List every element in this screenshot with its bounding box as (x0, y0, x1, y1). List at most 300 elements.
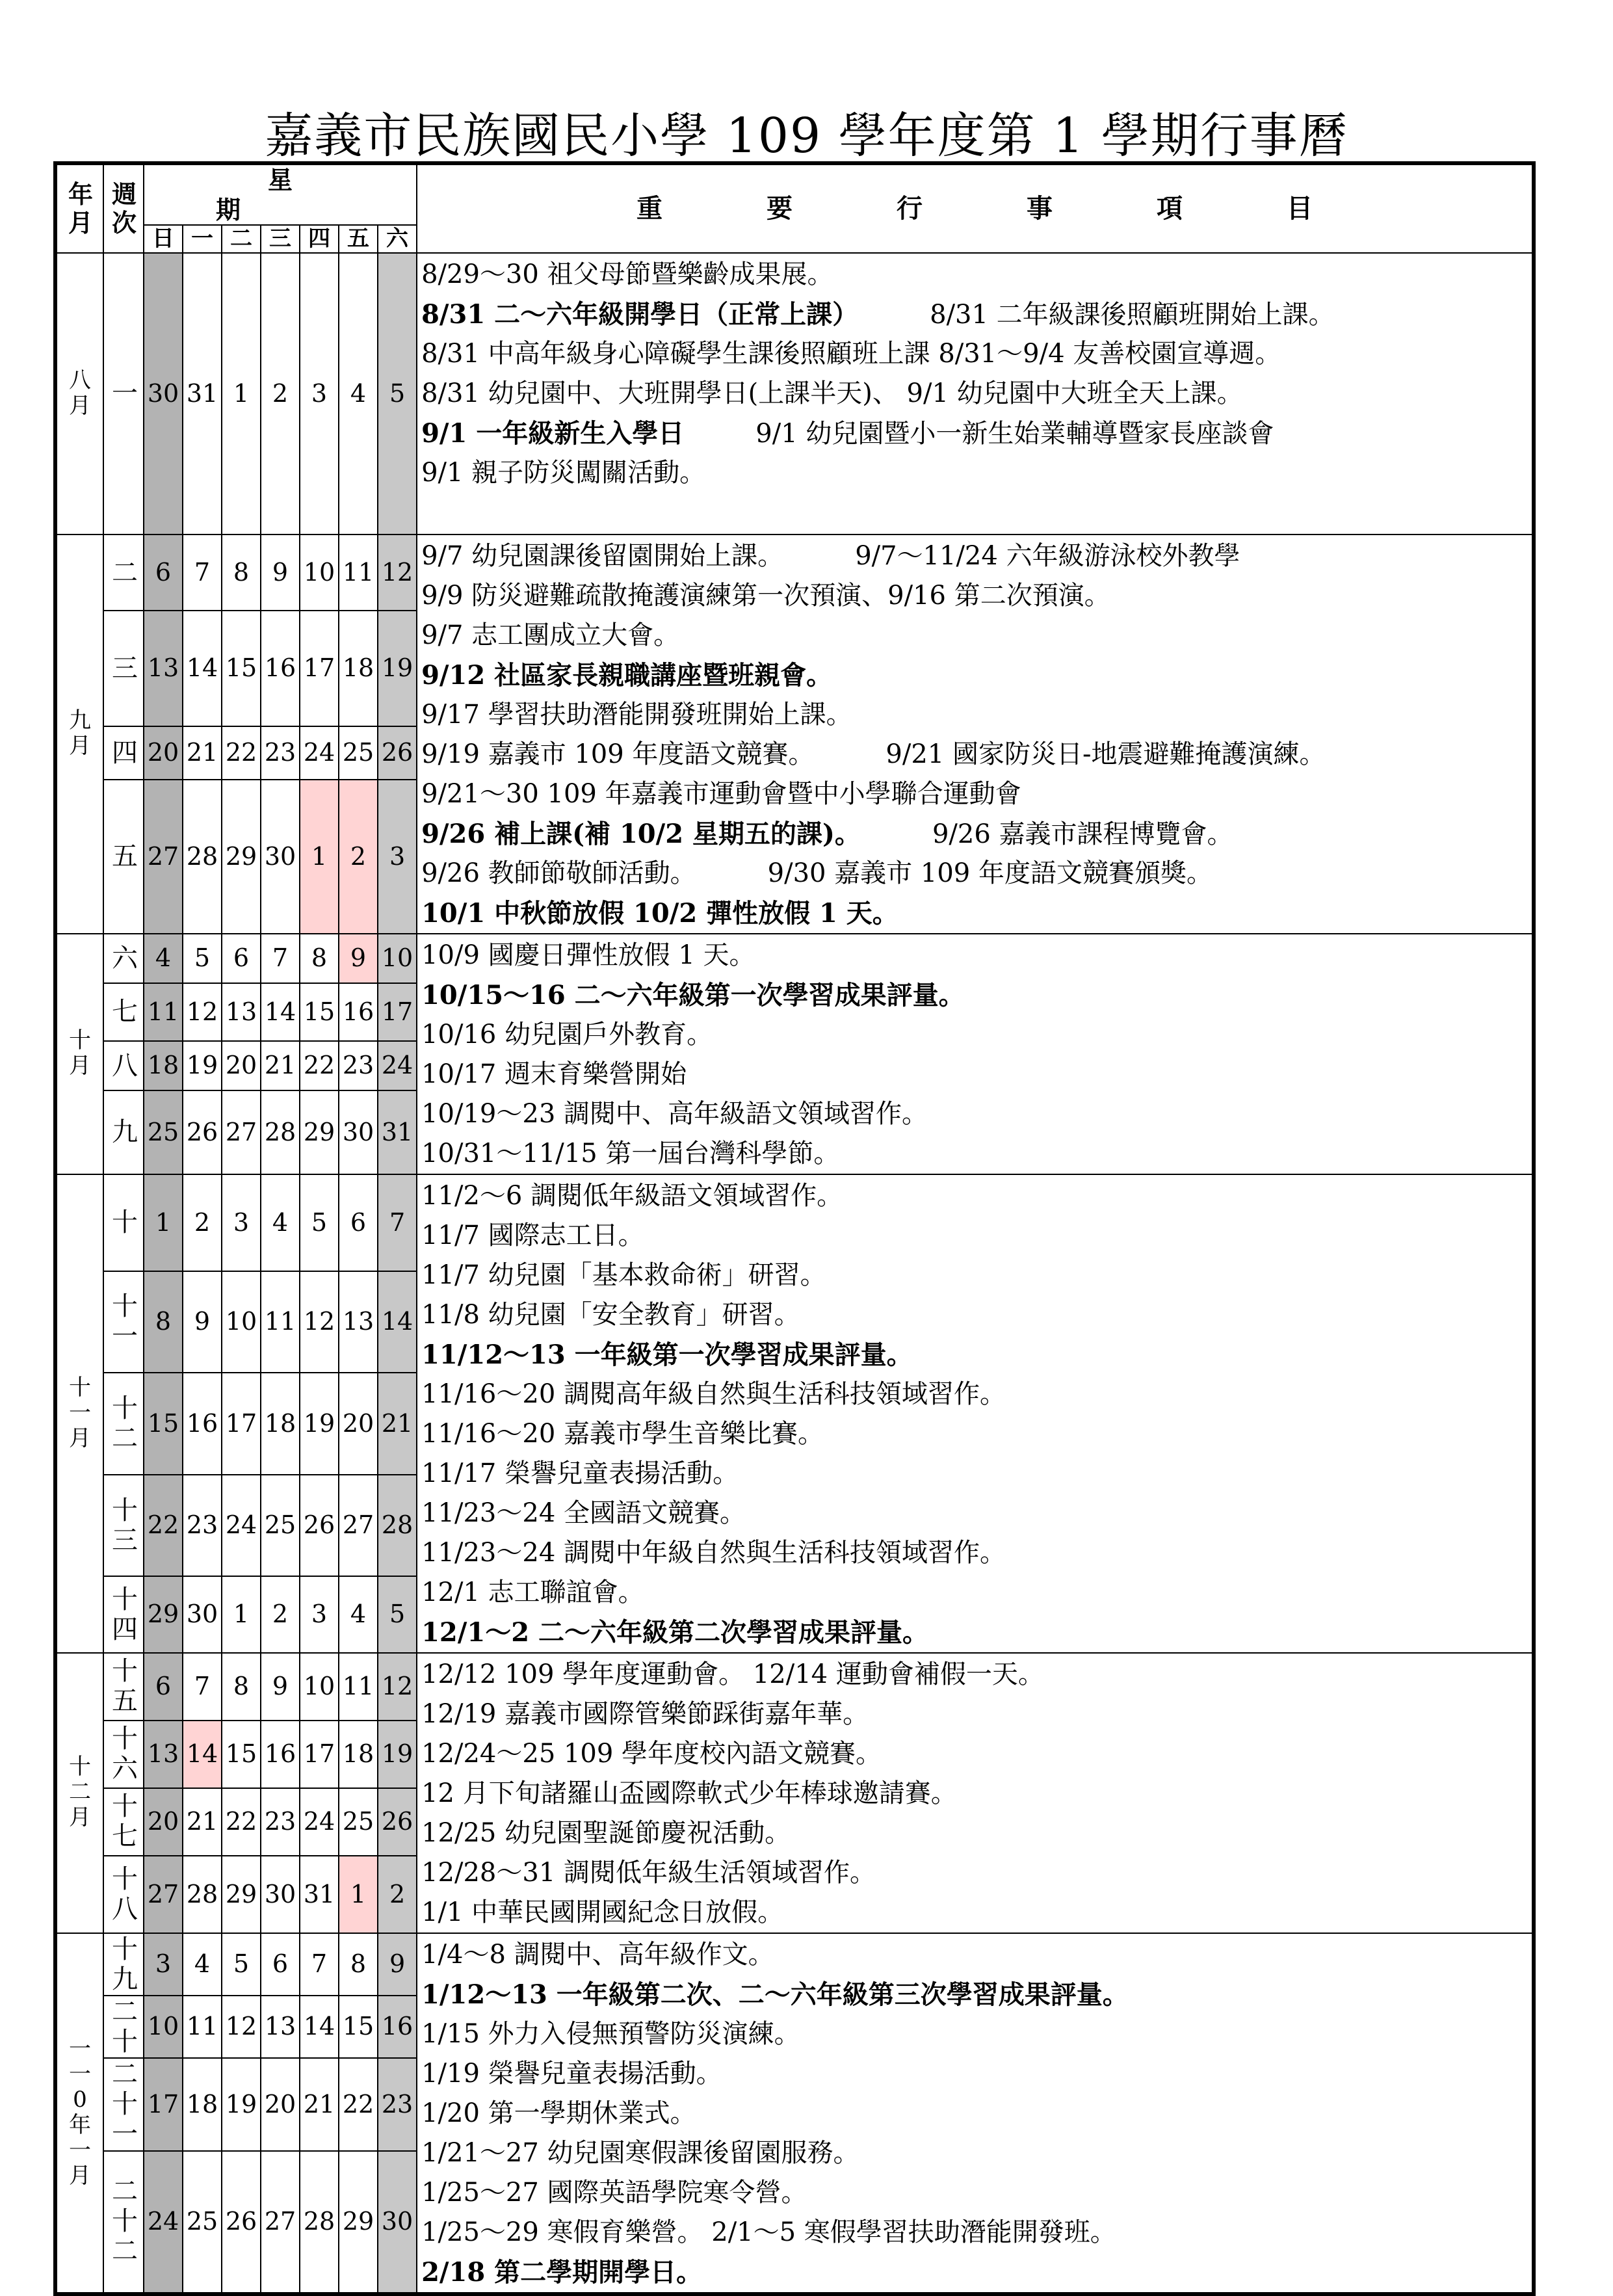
day-cell: 9 (183, 1271, 222, 1373)
day-cell: 14 (378, 1271, 417, 1373)
event-line (421, 1414, 1532, 1454)
week-number-cell (103, 1373, 144, 1475)
day-cell: 21 (261, 1041, 300, 1090)
month-label: 九月 (69, 707, 91, 759)
day-cell: 1 (222, 253, 261, 534)
day-cell: 23 (339, 1041, 378, 1090)
event-line (421, 1134, 1532, 1174)
day-cell: 5 (300, 1174, 339, 1271)
event-text-secondary: 9/1 幼兒園暨小一新生始業輔導暨家長座談會 (755, 418, 1274, 449)
event-line (421, 1295, 1532, 1335)
day-cell: 25 (183, 2151, 222, 2294)
week-header-label: 週次 (112, 179, 137, 237)
day-cell: 13 (261, 1996, 300, 2058)
event-line (421, 1935, 1532, 1975)
weekday-header-4: 四 (300, 225, 339, 253)
event-text: 10/31～11/15 第一屆台灣科學節。 (421, 1138, 840, 1168)
day-cell: 23 (378, 2058, 417, 2151)
week-number: 二 (112, 557, 138, 588)
week-number-cell (103, 1271, 144, 1373)
week-number-cell (103, 1090, 144, 1174)
week-number: 七 (112, 997, 138, 1027)
day-cell: 5 (183, 934, 222, 983)
week-number-cell (103, 1041, 144, 1090)
event-text: 8/31 中高年級身心障礙學生課後照顧班上課 8/31～9/4 友善校園宣導週。 (421, 338, 1281, 369)
day-cell: 12 (300, 1271, 339, 1373)
event-line (421, 576, 1532, 616)
day-cell: 26 (183, 1090, 222, 1174)
week-number-cell (103, 934, 144, 983)
day-cell: 15 (222, 1721, 261, 1788)
month-label: 十二月 (69, 1754, 91, 1831)
day-cell: 13 (222, 983, 261, 1041)
day-cell: 29 (144, 1576, 183, 1653)
day-cell: 8 (222, 534, 261, 611)
event-line (421, 735, 1532, 774)
event-text-secondary: 9/30 嘉義市 109 年度語文競賽頒獎。 (767, 858, 1213, 888)
day-cell: 13 (144, 611, 183, 726)
day-cell: 31 (378, 1090, 417, 1174)
event-line (421, 2014, 1532, 2054)
week-number-cell (103, 1576, 144, 1653)
day-cell: 7 (378, 1174, 417, 1271)
event-text: 1/15 外力入侵無預警防災演練。 (421, 2018, 800, 2049)
day-cell: 31 (183, 253, 222, 534)
day-cell: 22 (144, 1475, 183, 1576)
day-cell: 10 (222, 1271, 261, 1373)
week-number-cell (103, 253, 144, 534)
day-cell: 3 (300, 253, 339, 534)
event-line (421, 854, 1532, 893)
day-cell: 8 (300, 934, 339, 983)
week-row (55, 534, 1534, 611)
week-number: 十七 (112, 1791, 138, 1852)
day-cell: 19 (300, 1373, 339, 1475)
week-number-cell (103, 1653, 144, 1721)
day-cell: 2 (339, 780, 378, 934)
event-line (421, 814, 1532, 854)
day-cell: 24 (300, 726, 339, 779)
day-cell: 5 (378, 253, 417, 534)
day-cell: 26 (222, 2151, 261, 2294)
week-number: 五 (112, 841, 138, 872)
month-cell (55, 934, 103, 1174)
day-cell: 11 (339, 534, 378, 611)
school-calendar-table (53, 161, 1536, 2296)
week-number: 十六 (112, 1724, 138, 1784)
event-line (421, 1573, 1532, 1613)
week-number: 八 (112, 1050, 138, 1081)
event-text: 12 月下旬諸羅山盃國際軟式少年棒球邀請賽。 (421, 1778, 957, 1808)
event-text: 9/17 學習扶助潛能開發班開始上課。 (421, 699, 852, 730)
day-cell: 10 (378, 934, 417, 983)
day-cell: 14 (261, 983, 300, 1041)
day-cell: 6 (222, 934, 261, 983)
week-number-cell (103, 983, 144, 1041)
day-cell: 17 (144, 2058, 183, 2151)
day-cell: 21 (300, 2058, 339, 2151)
week-number-cell (103, 780, 144, 934)
month-header (55, 163, 103, 253)
day-cell: 10 (300, 1653, 339, 1721)
day-cell: 27 (144, 780, 183, 934)
day-cell: 28 (378, 1475, 417, 1576)
day-cell: 30 (261, 1856, 300, 1933)
events-header-label: 重要行事項目 (636, 192, 1417, 224)
day-cell: 14 (300, 1996, 339, 2058)
event-text: 1/1 中華民國開國紀念日放假。 (421, 1897, 784, 1927)
day-cell: 15 (222, 611, 261, 726)
event-text: 10/17 週末育樂營開始 (421, 1059, 687, 1089)
event-line (421, 893, 1532, 933)
day-cell: 19 (378, 611, 417, 726)
month-label: 十一月 (69, 1374, 91, 1451)
event-line (421, 655, 1532, 695)
event-text-secondary: 9/21 國家防災日-地震避難掩護演練。 (885, 739, 1326, 769)
day-cell: 19 (378, 1721, 417, 1788)
event-text: 9/1 親子防災闖關活動。 (421, 457, 706, 488)
week-number: 四 (112, 737, 138, 768)
event-line (421, 1256, 1532, 1295)
event-line (421, 1015, 1532, 1055)
day-cell: 25 (339, 1788, 378, 1856)
day-cell: 27 (144, 1856, 183, 1933)
day-cell: 30 (378, 2151, 417, 2294)
event-line (421, 1055, 1532, 1094)
day-cell: 25 (144, 1090, 183, 1174)
day-cell: 2 (183, 1174, 222, 1271)
day-cell: 13 (339, 1271, 378, 1373)
day-cell: 11 (183, 1996, 222, 2058)
week-row (55, 253, 1534, 534)
week-number-cell (103, 1933, 144, 1996)
week-number: 十 (112, 1207, 138, 1238)
day-cell: 15 (144, 1373, 183, 1475)
day-cell: 20 (222, 1041, 261, 1090)
day-cell: 29 (300, 1090, 339, 1174)
event-text: 11/23～24 調閱中年級自然與生活科技領域習作。 (421, 1537, 1006, 1568)
event-text: 10/16 幼兒園戶外教育。 (421, 1019, 713, 1049)
day-cell: 17 (222, 1373, 261, 1475)
day-cell: 1 (300, 780, 339, 934)
event-text: 2/18 第二學期開學日。 (421, 2256, 703, 2288)
day-cell: 27 (339, 1475, 378, 1576)
day-cell: 20 (144, 1788, 183, 1856)
day-cell: 9 (378, 1933, 417, 1996)
event-text: 1/12～13 一年級第二次、二～六年級第三次學習成果評量。 (421, 1979, 1129, 2010)
event-text: 12/25 幼兒園聖誕節慶祝活動。 (421, 1817, 791, 1848)
weekday-group-header (144, 163, 417, 225)
weekday-header-3: 三 (261, 225, 300, 253)
week-number-cell (103, 1996, 144, 2058)
event-line (421, 374, 1532, 414)
weekday-header-6: 六 (378, 225, 417, 253)
day-cell: 7 (183, 534, 222, 611)
day-cell: 21 (183, 1788, 222, 1856)
week-row (55, 1174, 1534, 1271)
event-text-secondary: 9/26 嘉義市課程博覽會。 (932, 819, 1233, 849)
week-number-cell (103, 1856, 144, 1933)
event-text: 1/19 榮譽兒童表揚活動。 (421, 2058, 722, 2089)
event-line (421, 1494, 1532, 1533)
day-cell: 1 (144, 1174, 183, 1271)
event-text: 11/16～20 調閱高年級自然與生活科技領域習作。 (421, 1379, 1006, 1409)
day-cell: 17 (300, 611, 339, 726)
day-cell: 2 (261, 253, 300, 534)
event-line (421, 1975, 1532, 2014)
event-text: 12/24～25 109 學年度校內語文競賽。 (421, 1738, 882, 1769)
day-cell: 10 (144, 1996, 183, 2058)
week-row (55, 1653, 1534, 1721)
day-cell: 30 (339, 1090, 378, 1174)
event-line (421, 975, 1532, 1015)
day-cell: 24 (378, 1041, 417, 1090)
event-text: 9/1 一年級新生入學日 (421, 417, 685, 449)
event-line (421, 1176, 1532, 1216)
day-cell: 13 (144, 1721, 183, 1788)
day-cell: 25 (261, 1475, 300, 1576)
day-cell: 30 (183, 1576, 222, 1653)
events-cell (417, 534, 1534, 934)
events-cell (417, 253, 1534, 534)
week-number: 十五 (112, 1656, 138, 1717)
event-text: 11/7 國際志工日。 (421, 1220, 644, 1250)
events-cell (417, 1174, 1534, 1653)
event-line (421, 1613, 1532, 1652)
event-line (421, 536, 1532, 576)
event-line (421, 1454, 1532, 1494)
event-text: 9/9 防災避難疏散掩護演練第一次預演、9/16 第二次預演。 (421, 580, 1110, 611)
day-cell: 6 (261, 1933, 300, 1996)
day-cell: 1 (339, 1856, 378, 1933)
day-cell: 30 (261, 780, 300, 934)
day-cell: 12 (222, 1996, 261, 2058)
event-text: 9/26 教師節敬師活動。 (421, 858, 696, 888)
day-cell: 18 (183, 2058, 222, 2151)
day-cell: 22 (300, 1041, 339, 1090)
event-text: 1/4～8 調閱中、高年級作文。 (421, 1939, 774, 1970)
week-number: 十八 (112, 1864, 138, 1924)
day-cell: 23 (183, 1475, 222, 1576)
day-cell: 23 (261, 1788, 300, 1856)
day-cell: 5 (378, 1576, 417, 1653)
week-number: 九 (112, 1117, 138, 1148)
day-cell: 16 (261, 611, 300, 726)
day-cell: 18 (261, 1373, 300, 1475)
day-cell: 27 (222, 1090, 261, 1174)
day-cell: 20 (261, 2058, 300, 2151)
day-cell: 28 (261, 1090, 300, 1174)
day-cell: 28 (183, 1856, 222, 1933)
month-label: 八月 (69, 367, 91, 419)
day-cell: 8 (222, 1653, 261, 1721)
event-text: 1/25～29 寒假育樂營。 2/1～5 寒假學習扶助潛能開發班。 (421, 2217, 1116, 2247)
day-cell: 8 (144, 1271, 183, 1373)
week-number: 十三 (112, 1495, 138, 1555)
event-text: 9/7 幼兒園課後留園開始上課。 (421, 540, 784, 571)
day-cell: 26 (378, 1788, 417, 1856)
event-text: 11/2～6 調閱低年級語文領域習作。 (421, 1180, 843, 1211)
day-cell: 5 (222, 1933, 261, 1996)
event-text: 1/21～27 幼兒園寒假課後留園服務。 (421, 2137, 859, 2168)
day-cell: 3 (144, 1933, 183, 1996)
day-cell: 4 (183, 1933, 222, 1996)
day-cell: 17 (378, 983, 417, 1041)
event-line (421, 2173, 1532, 2213)
day-cell: 18 (144, 1041, 183, 1090)
day-cell: 9 (261, 534, 300, 611)
event-text: 1/25～27 國際英語學院寒令營。 (421, 2177, 807, 2208)
event-text: 12/1 志工聯誼會。 (421, 1577, 644, 1607)
day-cell: 28 (300, 2151, 339, 2294)
day-cell: 9 (339, 934, 378, 983)
day-cell: 26 (378, 726, 417, 779)
event-line (421, 295, 1532, 334)
day-cell: 21 (378, 1373, 417, 1475)
event-text: 9/7 志工團成立大會。 (421, 620, 680, 650)
week-number: 十四 (112, 1584, 138, 1644)
day-cell: 31 (300, 1856, 339, 1933)
day-cell: 3 (222, 1174, 261, 1271)
day-cell: 11 (144, 983, 183, 1041)
event-line (421, 1335, 1532, 1375)
week-number: 六 (112, 943, 138, 973)
event-text: 8/29～30 祖父母節暨樂齡成果展。 (421, 259, 833, 289)
day-cell: 25 (339, 726, 378, 779)
day-cell: 9 (261, 1653, 300, 1721)
event-line (421, 616, 1532, 655)
event-text: 9/26 補上課(補 10/2 星期五的課)。 (421, 818, 861, 849)
weekday-header-5: 五 (339, 225, 378, 253)
event-text: 10/9 國慶日彈性放假 1 天。 (421, 940, 755, 970)
month-cell (55, 1653, 103, 1933)
event-text: 11/17 榮譽兒童表揚活動。 (421, 1458, 739, 1488)
event-text: 11/23～24 全國語文競賽。 (421, 1498, 746, 1528)
day-cell: 11 (339, 1653, 378, 1721)
event-line (421, 1375, 1532, 1414)
events-cell (417, 1933, 1534, 2294)
day-cell: 18 (339, 1721, 378, 1788)
day-cell: 14 (183, 1721, 222, 1788)
day-cell: 11 (261, 1271, 300, 1373)
day-cell: 24 (144, 2151, 183, 2294)
week-number: 十二 (112, 1393, 138, 1453)
day-cell: 8 (339, 1933, 378, 1996)
day-cell: 20 (144, 726, 183, 779)
day-cell: 16 (378, 1996, 417, 2058)
month-cell (55, 1933, 103, 2294)
event-text: 10/1 中秋節放假 10/2 彈性放假 1 天。 (421, 897, 898, 929)
day-cell: 10 (300, 534, 339, 611)
week-number-cell (103, 726, 144, 779)
event-line (421, 255, 1532, 295)
week-number-cell (103, 611, 144, 726)
day-cell: 2 (261, 1576, 300, 1653)
day-cell: 26 (300, 1475, 339, 1576)
week-number: 二十二 (112, 2176, 138, 2267)
day-cell: 4 (261, 1174, 300, 1271)
week-number-cell (103, 1788, 144, 1856)
page-title: 嘉義市民族國民小學 109 學年度第 1 學期行事曆 (265, 108, 1348, 164)
event-text: 11/16～20 嘉義市學生音樂比賽。 (421, 1418, 824, 1449)
week-number: 十九 (112, 1934, 138, 1994)
day-cell: 6 (144, 534, 183, 611)
month-label: 十月 (69, 1027, 91, 1079)
day-cell: 12 (378, 1653, 417, 1721)
event-text: 12/1～2 二～六年級第二次學習成果評量。 (421, 1616, 928, 1648)
event-line (421, 2054, 1532, 2094)
event-line (421, 695, 1532, 735)
week-number: 二十 (112, 1996, 138, 2057)
event-line (421, 1695, 1532, 1734)
day-cell: 4 (144, 934, 183, 983)
events-cell (417, 1653, 1534, 1933)
event-line (421, 1533, 1532, 1573)
day-cell: 29 (222, 1856, 261, 1933)
event-line (421, 1094, 1532, 1134)
event-line (421, 936, 1532, 975)
weekday-header-0: 日 (144, 225, 183, 253)
month-cell (55, 1174, 103, 1653)
week-number-cell (103, 1721, 144, 1788)
week-number-cell (103, 534, 144, 611)
day-cell: 22 (222, 1788, 261, 1856)
month-cell (55, 253, 103, 534)
event-line (421, 2133, 1532, 2173)
day-cell: 3 (300, 1576, 339, 1653)
day-cell: 29 (222, 780, 261, 934)
event-line (421, 774, 1532, 814)
event-text: 11/8 幼兒園「安全教育」研習。 (421, 1299, 800, 1330)
day-cell: 7 (183, 1653, 222, 1721)
week-number: 三 (112, 653, 138, 684)
day-cell: 3 (378, 780, 417, 934)
day-cell: 19 (183, 1041, 222, 1090)
event-text: 8/31 二～六年級開學日（正常上課） (421, 298, 859, 330)
event-text: 9/12 社區家長親職講座暨班親會。 (421, 659, 833, 691)
event-text: 8/31 幼兒園中、大班開學日(上課半天)、 9/1 幼兒園中大班全天上課。 (421, 378, 1243, 408)
event-line (421, 334, 1532, 374)
day-cell: 7 (300, 1933, 339, 1996)
day-cell: 21 (183, 726, 222, 779)
weekday-header-1: 一 (183, 225, 222, 253)
week-row (55, 1933, 1534, 1996)
weekday-header-2: 二 (222, 225, 261, 253)
week-number: 十一 (112, 1291, 138, 1352)
week-number-cell (103, 2058, 144, 2151)
event-line (421, 1655, 1532, 1695)
events-header (417, 163, 1534, 253)
day-cell: 12 (378, 534, 417, 611)
event-text: 11/12～13 一年級第一次學習成果評量。 (421, 1339, 913, 1370)
event-line (421, 1774, 1532, 1814)
month-label: 一一0年一月 (69, 2035, 91, 2189)
day-cell: 4 (339, 253, 378, 534)
week-number-cell (103, 1475, 144, 1576)
event-line (421, 453, 1532, 493)
week-number-cell (103, 1174, 144, 1271)
event-line (421, 414, 1532, 453)
month-cell (55, 534, 103, 934)
event-text-secondary: 9/7～11/24 六年級游泳校外教學 (855, 540, 1240, 571)
day-cell: 18 (339, 611, 378, 726)
event-line (421, 1216, 1532, 1256)
day-cell: 28 (183, 780, 222, 934)
day-cell: 4 (339, 1576, 378, 1653)
event-text-secondary: 8/31 二年級課後照顧班開始上課。 (930, 299, 1335, 330)
week-number: 二十一 (112, 2059, 138, 2149)
day-cell: 29 (339, 2151, 378, 2294)
